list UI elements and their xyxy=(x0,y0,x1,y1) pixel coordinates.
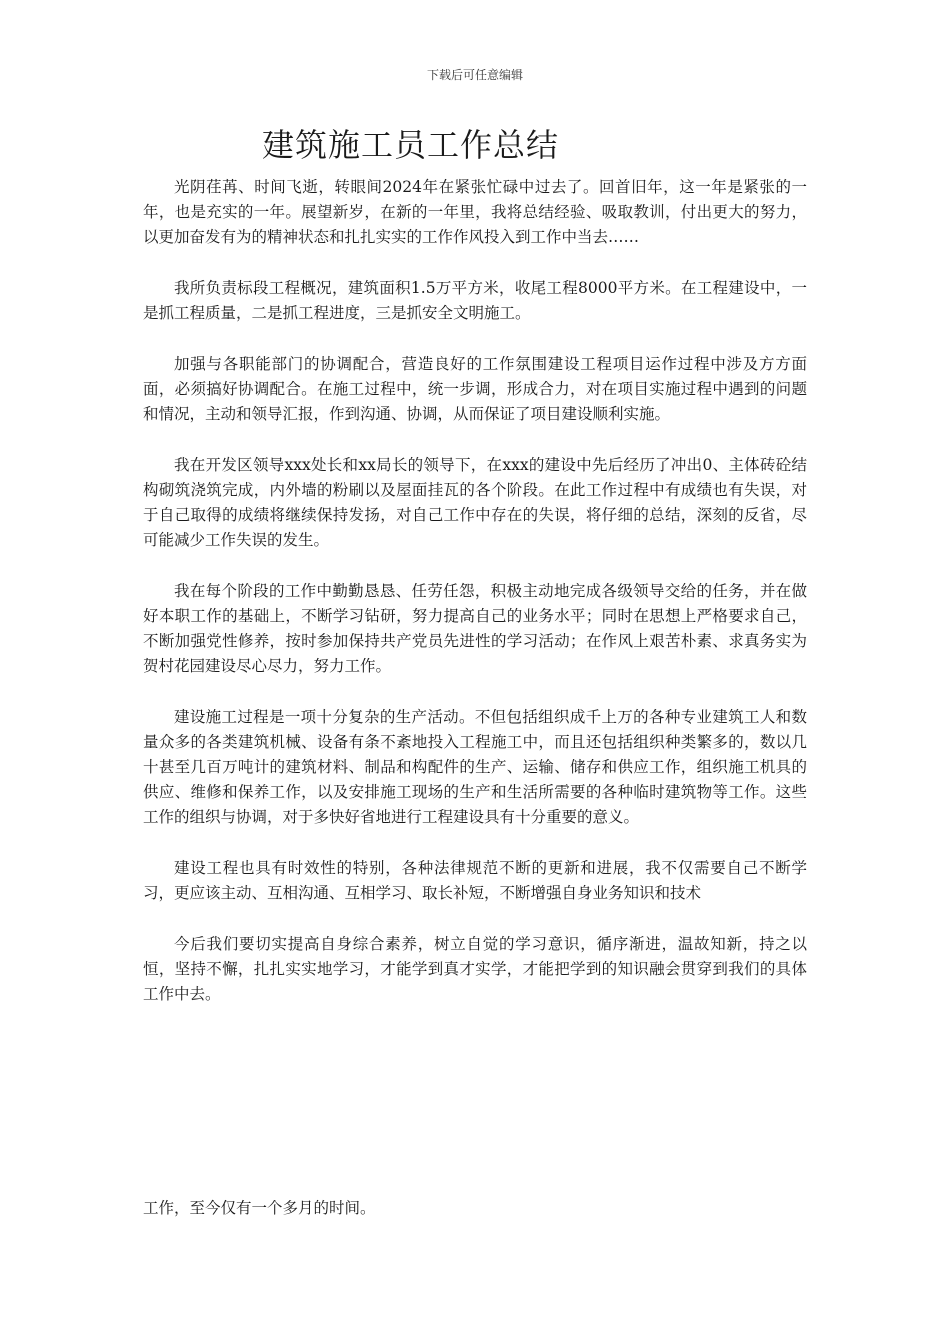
document-title: 建筑施工员工作总结 xyxy=(262,126,560,164)
paragraph-5: 我在每个阶段的工作中勤勤恳恳、任劳任怨，积极主动地完成各级领导交给的任务，并在做好本职工作的基础上，不断学习钻研，努力提高自己的业务水平；同时在思想上严格要求自己，不断加强党性修养，按时参加保持共产党员先进性的学习活动；在作风上艰苦朴素、求真务实为贺村花园建设尽心尽力，努力工作。 xyxy=(143,582,807,675)
paragraph-7: 建设工程也具有时效性的特别，各种法律规范不断的更新和进展，我不仅需要自己不断学习，更应该主动、互相沟通、互相学习、取长补短，不断增强自身业务知识和技术 xyxy=(143,859,807,902)
paragraph-6: 建设施工过程是一项十分复杂的生产活动。不但包括组织成千上万的各种专业建筑工人和数量众多的各类建筑机械、设备有条不紊地投入工程施工中，而且还包括组织种类繁多的，数以几十甚至几百万吨计的建筑材料、制品和构配件的生产、运输、储存和供应工作，组织施工机具的供应、维修和保养工作，以及安排施工现场的生产和生活所需要的各种临时建筑物等工作。这些工作的组织与协调，对于多快好省地进行工程建设具有十分重要的意义。 xyxy=(143,708,807,826)
paragraph-3: 加强与各职能部门的协调配合，营造良好的工作氛围建设工程项目运作过程中涉及方方面面，必须搞好协调配合。在施工过程中，统一步调，形成合力，对在项目实施过程中遇到的问题和情况，主动和领导汇报，作到沟通、协调，从而保证了项目建设顺利实施。 xyxy=(143,355,807,423)
paragraph-2: 我所负责标段工程概况，建筑面积1.5万平方米，收尾工程8000平方米。在工程建设中，一是抓工程质量，二是抓工程进度，三是抓安全文明施工。 xyxy=(143,279,807,322)
paragraph-4: 我在开发区领导xxx处长和xx局长的领导下，在xxx的建设中先后经历了冲出0、主体砖砼结构砌筑浇筑完成，内外墙的粉刷以及屋面挂瓦的各个阶段。在此工作过程中有成绩也有失误，对于自己取得的成绩将继续保持发扬，对自己工作中存在的失误，将仔细的总结，深刻的反省，尽可能减少工作失误的发生。 xyxy=(143,456,807,549)
page-header-note: 下载后可任意编辑 xyxy=(426,68,523,82)
paragraph-8: 今后我们要切实提高自身综合素养，树立自觉的学习意识，循序渐进，温故知新，持之以恒，坚持不懈，扎扎实实地学习，才能学到真才实学，才能把学到的知识融会贯穿到我们的具体工作中去。 xyxy=(143,935,807,1003)
paragraph-1: 光阴荏苒、时间飞逝，转眼间2024年在紧张忙碌中过去了。回首旧年，这一年是紧张的一年，也是充实的一年。展望新岁，在新的一年里，我将总结经验、吸取教训，付出更大的努力，以更加奋发有为的精神状态和扎扎实实的工作作风投入到工作中当去…… xyxy=(143,178,807,246)
document-body xyxy=(143,175,807,1033)
trailing-text-line: 工作，至今仅有一个多月的时间。 xyxy=(143,1199,376,1217)
